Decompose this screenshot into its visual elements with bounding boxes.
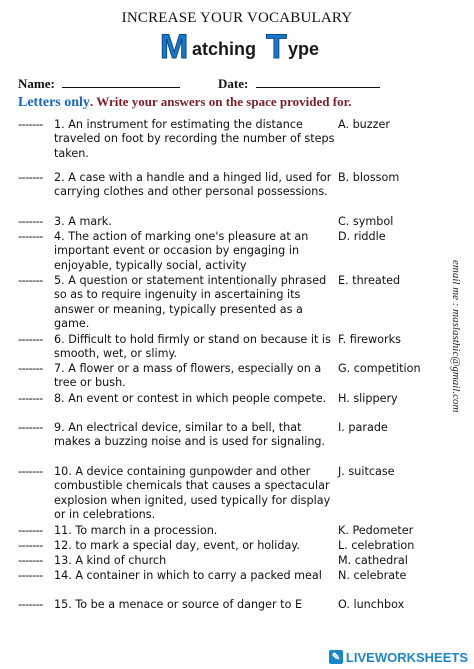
question-text: 1. An instrument for estimating the distance traveled on foot by recording the number of steps taken. (54, 118, 335, 160)
answer-blank[interactable]: ------- (18, 569, 43, 582)
answer-blank[interactable]: ------- (18, 362, 43, 375)
question-text: 14. A container in which to carry a packed meal (54, 569, 322, 582)
date-label: Date: (218, 76, 249, 91)
instructions-text: . Write your answers on the space provided for. (89, 94, 352, 109)
choice-item: D. riddle (338, 230, 386, 243)
instructions (18, 94, 351, 111)
answer-blank[interactable]: ------- (18, 333, 43, 346)
question-text: 12. to mark a special day, event, or holiday. (54, 539, 300, 552)
question-text: 15. To be a menace or source of danger to E (54, 598, 303, 611)
answer-blank[interactable]: ------- (18, 554, 43, 567)
answer-blank[interactable]: ------- (18, 118, 43, 131)
answer-blank[interactable]: ------- (18, 274, 43, 287)
question-item (18, 465, 340, 523)
date-field[interactable] (218, 76, 380, 92)
choice-item: L. celebration (338, 539, 415, 552)
choice-item: M. cathedral (338, 554, 408, 567)
choice-item: H. slippery (338, 392, 398, 405)
choice-item: G. competition (338, 362, 421, 375)
answer-blank[interactable]: ------- (18, 230, 43, 243)
choice-item: B. blossom (338, 171, 400, 184)
choice-item: K. Pedometer (338, 524, 414, 537)
answer-blank[interactable]: ------- (18, 539, 43, 552)
choice-item: O. lunchbox (338, 598, 405, 611)
choice-item: E. threated (338, 274, 401, 287)
question-item (18, 118, 340, 161)
liveworksheets-footer[interactable] (329, 648, 468, 666)
name-blank[interactable] (62, 77, 180, 88)
question-text: 6. Difficult to hold firmly or stand on because it is smooth, wet, or slimy. (54, 333, 331, 361)
question-text: 10. A device containing gunpowder and other combustible chemicals that causes a spectacular explosion when ignited, used typically for display or in celebrations. (54, 465, 331, 522)
title-word-ype: ype (288, 39, 320, 59)
question-item (18, 274, 340, 332)
choice-item: C. symbol (338, 215, 394, 228)
worksheet-supertitle: INCREASE YOUR VOCABULARY (121, 10, 353, 26)
instructions-emphasis: Letters only (18, 95, 90, 110)
choice-item: F. fireworks (338, 333, 401, 346)
question-item (18, 569, 340, 583)
side-email-text: email me : maslasthic@gmail.com (450, 260, 462, 413)
answer-blank[interactable]: ------- (18, 465, 43, 478)
question-text: 8. An event or contest in which people compete. (54, 392, 327, 405)
question-item (18, 333, 340, 362)
question-item (18, 554, 340, 568)
question-text: 7. A flower or a mass of flowers, especially on a tree or bush. (54, 362, 322, 390)
side-email-note (450, 260, 474, 460)
question-item (18, 230, 340, 273)
question-text: 5. A question or statement intentionally phrased so as to require ingenuity in ascertaining its answer or meaning, typically presented as a game. (54, 274, 327, 331)
answer-blank[interactable]: ------- (18, 524, 43, 537)
choice-item: A. buzzer (338, 118, 390, 131)
choice-item: J. suitcase (338, 465, 395, 478)
question-text: 2. A case with a handle and a hinged lid, used for carrying clothes and other personal possessions. (54, 171, 332, 199)
answer-blank[interactable]: ------- (18, 421, 43, 434)
brand-name: LIVEWORKSHEETS (345, 649, 468, 665)
answer-blank[interactable]: ------- (18, 171, 43, 184)
answer-blank[interactable]: ------- (18, 215, 43, 228)
question-item (18, 421, 340, 450)
question-text: 13. A kind of church (54, 554, 167, 567)
answer-blank[interactable]: ------- (18, 598, 43, 611)
choice-item: N. celebrate (338, 569, 407, 582)
question-item (18, 598, 340, 612)
question-item (18, 392, 340, 406)
question-text: 9. An electrical device, similar to a bell, that makes a buzzing noise and is used for signaling. (54, 421, 326, 449)
choice-item: I. parade (338, 421, 388, 434)
worksheet-title (150, 26, 350, 66)
question-item (18, 215, 340, 229)
title-letter-t: T (266, 28, 287, 66)
question-item (18, 171, 340, 200)
question-text: 3. A mark. (54, 215, 112, 228)
question-item (18, 524, 340, 538)
date-blank[interactable] (256, 77, 380, 88)
liveworksheets-logo-icon: ✎ (329, 650, 343, 664)
title-letter-m: M (160, 28, 189, 66)
name-label: Name: (18, 76, 55, 91)
question-item (18, 539, 340, 553)
question-text: 4. The action of marking one's pleasure at an important event or occasion by engaging in enjoyable, typically social, activity (54, 230, 309, 272)
question-item (18, 362, 340, 391)
answer-blank[interactable]: ------- (18, 392, 43, 405)
question-text: 11. To march in a procession. (54, 524, 218, 537)
title-word-atching: atching (192, 39, 257, 59)
name-field[interactable] (18, 76, 180, 92)
